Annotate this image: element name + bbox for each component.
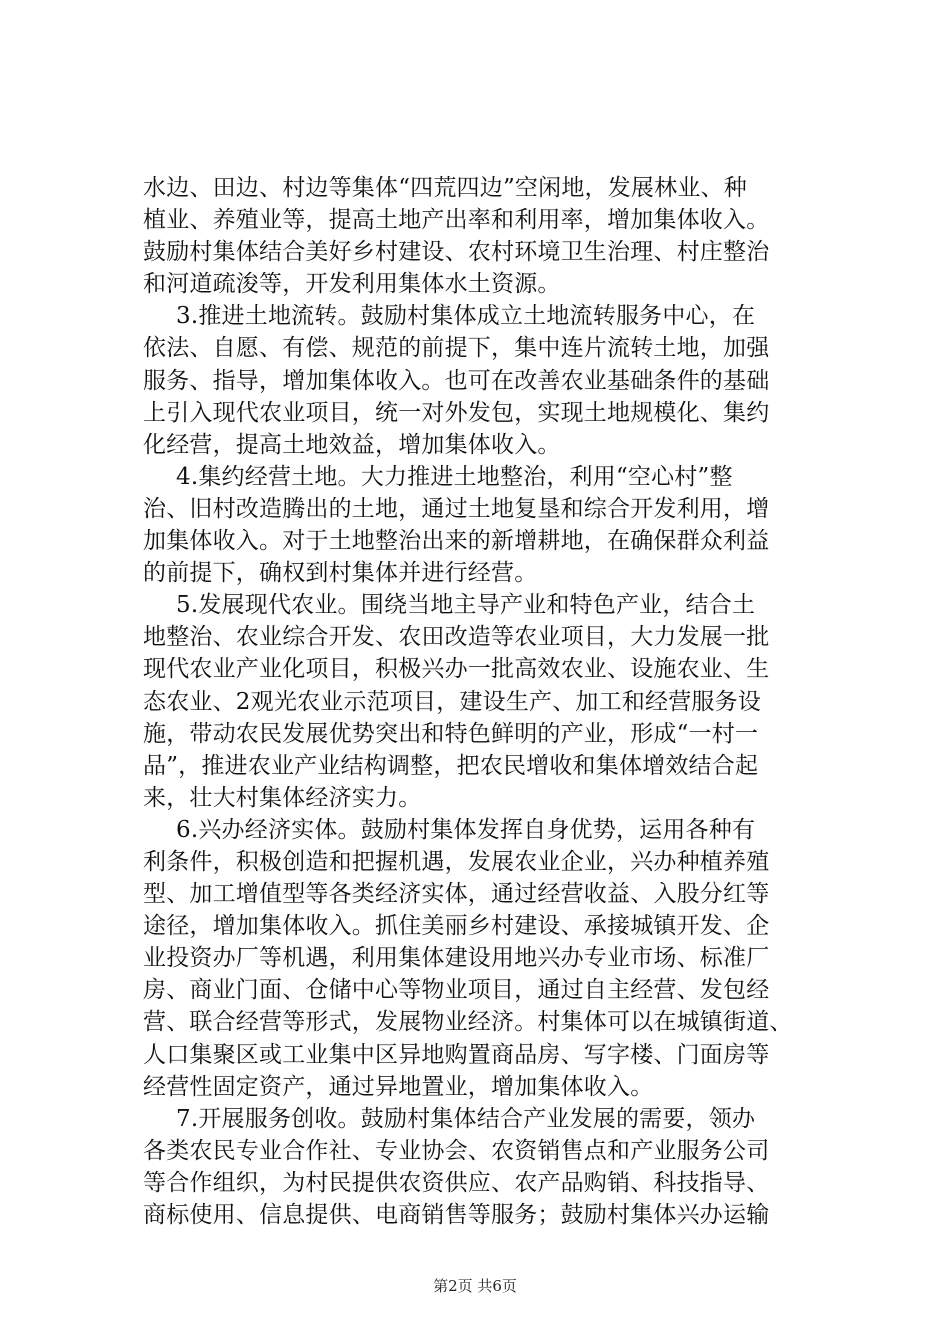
text-line: 和河道疏浚等，开发利用集体水土资源。 [143, 271, 561, 298]
text-line: 途径，增加集体收入。抓住美丽乡村建设、承接城镇开发、企 [143, 913, 770, 940]
text-line: 现代农业产业化项目，积极兴办一批高效农业、设施农业、生 [143, 656, 770, 683]
text-line: 地整治、农业综合开发、农田改造等农业项目，大力发展一批 [143, 624, 770, 651]
text-line: 6.兴办经济实体。鼓励村集体发挥自身优势，运用各种有 [176, 816, 756, 843]
text-line: 人口集聚区或工业集中区异地购置商品房、写字楼、门面房等 [143, 1041, 770, 1068]
text-line: 依法、自愿、有偿、规范的前提下，集中连片流转土地，加强 [143, 335, 770, 362]
text-line: 的前提下，确权到村集体并进行经营。 [143, 560, 538, 587]
text-line: 7.开展服务创收。鼓励村集体结合产业发展的需要，领办 [176, 1105, 756, 1132]
text-line: 鼓励村集体结合美好乡村建设、农村环境卫生治理、村庄整治 [143, 239, 770, 266]
text-line: 商标使用、信息提供、电商销售等服务；鼓励村集体兴办运输 [143, 1202, 770, 1228]
text-line: 等合作组织，为村民提供农资供应、农产品购销、科技指导、 [143, 1169, 770, 1196]
text-line: 施，带动农民发展优势突出和特色鲜明的产业，形成“一村一 [143, 720, 759, 747]
text-line: 各类农民专业合作社、专业协会、农资销售点和产业服务公司 [143, 1137, 770, 1164]
text-line: 利条件，积极创造和把握机遇，发展农业企业，兴办种植养殖 [143, 848, 770, 875]
text-line: 上引入现代农业项目，统一对外发包，实现土地规模化、集约 [143, 399, 770, 426]
text-line: 态农业、2观光农业示范项目，建设生产、加工和经营服务设 [143, 688, 762, 715]
text-line: 治、旧村改造腾出的土地，通过土地复垦和综合开发利用，增 [143, 495, 770, 522]
text-line: 型、加工增值型等各类经济实体，通过经营收益、入股分红等 [143, 881, 770, 908]
text-line: 经营性固定资产，通过异地置业，增加集体收入。 [143, 1073, 654, 1100]
text-line: 业投资办厂等机遇，利用集体建设用地兴办专业市场、标准厂 [143, 945, 770, 972]
text-line: 来，壮大村集体经济实力。 [143, 784, 422, 811]
text-line: 加集体收入。对于土地整治出来的新增耕地，在确保群众利益 [143, 528, 770, 555]
document-body [143, 172, 833, 1231]
text-line: 品”，推进农业产业结构调整，把农民增收和集体增效结合起 [143, 752, 759, 779]
text-line: 5.发展现代农业。围绕当地主导产业和特色产业，结合土 [176, 592, 756, 619]
text-line: 4.集约经营土地。大力推进土地整治，利用“空心村”整 [176, 463, 733, 490]
text-line: 化经营，提高土地效益，增加集体收入。 [143, 431, 561, 458]
text-line: 3.推进土地流转。鼓励村集体成立土地流转服务中心，在 [176, 303, 756, 330]
text-line: 服务、指导，增加集体收入。也可在改善农业基础条件的基础 [143, 367, 770, 394]
text-line: 营、联合经营等形式，发展物业经济。村集体可以在城镇街道、 [143, 1009, 793, 1036]
text-line: 房、商业门面、仓储中心等物业项目，通过自主经营、发包经 [143, 977, 770, 1004]
page-footer: 第2页 共6页 [433, 1277, 517, 1295]
text-line: 水边、田边、村边等集体“四荒四边”空闲地，发展林业、种 [143, 175, 747, 201]
text-line: 植业、养殖业等，提高土地产出率和利用率，增加集体收入。 [143, 207, 770, 234]
